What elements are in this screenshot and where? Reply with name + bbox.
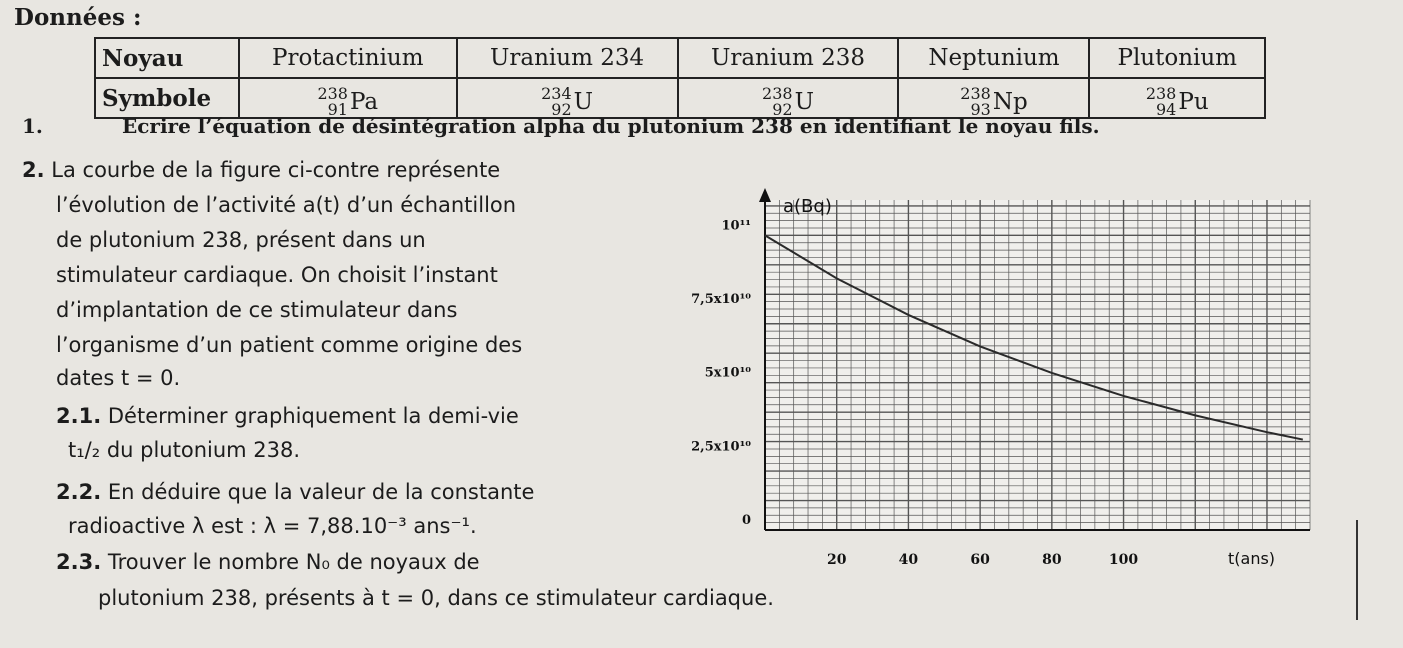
nuclide-symbol	[762, 84, 814, 119]
question-2-first-line	[22, 158, 500, 182]
y-axis-arrow	[759, 188, 771, 202]
x-tick-label: 60	[970, 552, 990, 568]
question-text: La courbe de la figure ci-contre représente	[51, 158, 501, 182]
element-symbol: Pu	[1178, 88, 1209, 115]
table-cell: Uranium 238	[678, 38, 899, 78]
question-text: de plutonium 238, présent dans un	[56, 228, 426, 252]
table-row	[95, 78, 1265, 118]
x-axis-label: t(ans)	[1228, 549, 1276, 568]
table-cell: Uranium 234	[457, 38, 678, 78]
margin-rule	[1356, 520, 1358, 620]
question-text: l’organisme d’un patient comme origine des	[56, 333, 523, 357]
table-cell: Plutonium	[1089, 38, 1265, 78]
question-2-2	[56, 480, 534, 504]
y-tick-label: 10¹¹	[721, 218, 751, 234]
question-1	[22, 114, 1100, 138]
symbol-cell	[457, 78, 678, 118]
atomic-number: 91	[327, 99, 348, 119]
element-symbol: Np	[992, 88, 1028, 115]
mass-number: 238	[317, 84, 348, 104]
x-tick-label: 100	[1108, 552, 1139, 568]
data-heading: Données :	[14, 4, 142, 31]
x-tick-label: 20	[826, 552, 847, 568]
nuclide-symbol	[1145, 84, 1209, 119]
question-number: 1.	[22, 114, 43, 138]
y-axis-label: a(Bq)	[783, 196, 832, 217]
data-table	[94, 37, 1266, 119]
y-tick-label: 7,5x10¹⁰	[691, 292, 751, 308]
question-2-3	[56, 550, 480, 574]
atomic-number: 92	[772, 99, 793, 119]
element-symbol: U	[573, 88, 594, 115]
atomic-number: 93	[970, 99, 991, 119]
mass-number: 238	[1145, 84, 1177, 104]
symbol-cell	[678, 78, 899, 118]
atomic-number: 94	[1156, 99, 1177, 119]
table-cell: Neptunium	[898, 38, 1089, 78]
symbol-cell	[1089, 78, 1265, 118]
nuclide-symbol	[960, 84, 1028, 119]
element-symbol: Pa	[349, 88, 379, 115]
question-2-1	[56, 404, 519, 428]
question-number: 2.2.	[56, 480, 102, 504]
symbol-cell	[239, 78, 457, 118]
table-row	[95, 38, 1265, 78]
question-text: stimulateur cardiaque. On choisit l’instant	[56, 263, 498, 287]
x-tick-label: 40	[898, 552, 919, 568]
activity-chart	[660, 185, 1340, 585]
x-tick-label: 80	[1042, 552, 1062, 568]
question-text: dates t = 0.	[56, 366, 181, 390]
question-text: l’évolution de l’activité a(t) d’un échantillon	[56, 193, 517, 217]
table-cell: Protactinium	[239, 38, 457, 78]
question-text: Ecrire l’équation de désintégration alpha du plutonium 238 en identifiant le noyau fils.	[122, 114, 1100, 138]
question-text: Trouver le nombre N₀ de noyaux de	[107, 550, 480, 574]
symbol-cell	[898, 78, 1089, 118]
question-text: plutonium 238, présents à t = 0, dans ce stimulateur cardiaque.	[98, 586, 774, 610]
row-header-noyau: Noyau	[95, 38, 239, 78]
mass-number: 238	[762, 84, 793, 104]
question-text: t₁/₂ du plutonium 238.	[68, 438, 301, 462]
atomic-number: 92	[551, 99, 572, 119]
question-number: 2.	[22, 158, 45, 182]
nuclide-symbol	[541, 84, 594, 119]
y-tick-label: 2,5x10¹⁰	[691, 439, 751, 455]
question-text: radioactive λ est : λ = 7,88.10⁻³ ans⁻¹.	[68, 514, 477, 538]
y-tick-label: 0	[741, 513, 751, 528]
question-number: 2.3.	[56, 550, 102, 574]
element-symbol: U	[794, 88, 814, 115]
row-header-symbole: Symbole	[95, 78, 239, 118]
question-text: Déterminer graphiquement la demi-vie	[107, 404, 519, 428]
mass-number: 234	[541, 84, 572, 104]
question-text: En déduire que la valeur de la constante	[107, 480, 535, 504]
y-tick-label: 5x10¹⁰	[704, 365, 751, 381]
question-number: 2.1.	[56, 404, 102, 428]
mass-number: 238	[960, 84, 991, 104]
question-text: d’implantation de ce stimulateur dans	[56, 298, 458, 322]
nuclide-symbol	[317, 84, 379, 119]
